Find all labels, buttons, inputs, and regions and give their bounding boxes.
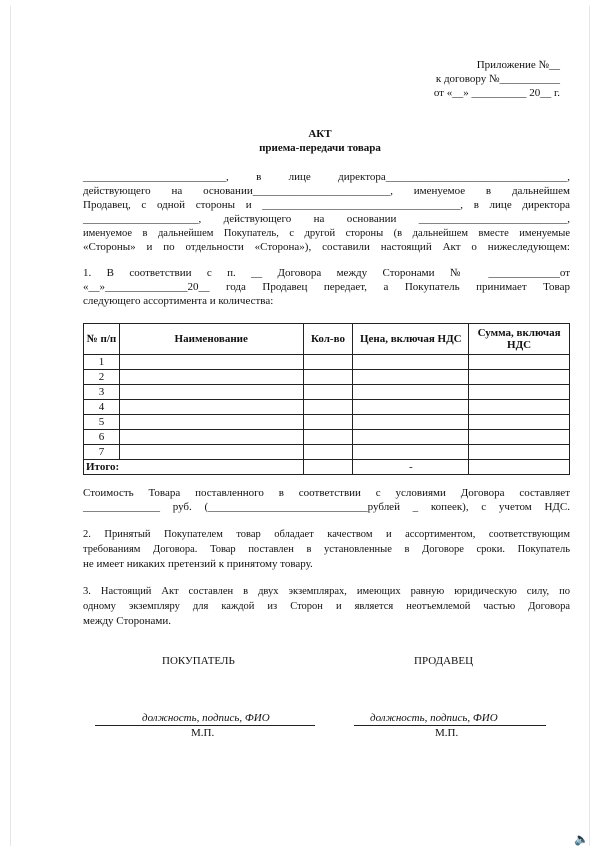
header-sum: Сумма, включая НДС bbox=[469, 324, 570, 355]
intro-line: «Стороны» и по отдельности «Сторона»), составили настоящий Акт о нижеследующем: bbox=[83, 241, 570, 253]
row-number: 7 bbox=[84, 445, 120, 460]
cell-price[interactable] bbox=[353, 370, 469, 385]
table-row bbox=[84, 370, 570, 385]
annex-contract: к договору №___________ bbox=[435, 73, 560, 85]
clause-line: не имеет никаких претензий к принятому товару. bbox=[83, 558, 313, 570]
cell-sum[interactable] bbox=[469, 385, 570, 400]
buyer-stamp-place: М.П. bbox=[191, 727, 215, 739]
clause-line: 3. Настоящий Акт составлен в двух экземплярах, имеющих равную юридическую силу, по bbox=[83, 586, 570, 597]
row-number: 5 bbox=[84, 415, 120, 430]
table-total-row bbox=[84, 460, 570, 475]
annex-number: Приложение №__ bbox=[476, 59, 560, 71]
speaker-icon[interactable]: 🔈 bbox=[574, 832, 589, 846]
total-label: Итого: bbox=[84, 460, 304, 475]
cost-line: ______________ руб. (_____________________________рублей _ копеек), с учетом НДС. bbox=[83, 501, 570, 513]
header-quantity: Кол-во bbox=[303, 324, 353, 355]
cell-price[interactable] bbox=[353, 385, 469, 400]
seller-signature-caption: должность, подпись, ФИО bbox=[370, 712, 498, 724]
header-number: № п/п bbox=[84, 324, 120, 355]
cell-sum[interactable] bbox=[469, 400, 570, 415]
cell-sum[interactable] bbox=[469, 445, 570, 460]
buyer-signature-caption: должность, подпись, ФИО bbox=[142, 712, 270, 724]
row-number: 4 bbox=[84, 400, 120, 415]
clause-line: 2. Принятый Покупателем товар обладает качеством и ассортиментом, соответствующим bbox=[83, 529, 570, 540]
cell-price[interactable] bbox=[353, 400, 469, 415]
seller-label: ПРОДАВЕЦ bbox=[414, 655, 474, 667]
clause-line: требованиям Договора. Товар поставлен в установленные в Договоре сроки. Покупатель bbox=[83, 544, 570, 555]
cell-price[interactable] bbox=[353, 445, 469, 460]
document-subtitle: приема-передачи товара bbox=[259, 142, 381, 154]
cell-name[interactable] bbox=[119, 355, 303, 370]
cell-quantity[interactable] bbox=[303, 445, 353, 460]
header-price: Цена, включая НДС bbox=[353, 324, 469, 355]
intro-line: действующего на основании_________________________, именуемое в дальнейшем bbox=[83, 185, 570, 197]
clause-line: 1. В соответствии с п. __ Договора между Сторонами № _____________от bbox=[83, 267, 570, 279]
cell-name[interactable] bbox=[119, 370, 303, 385]
cell-quantity[interactable] bbox=[303, 355, 353, 370]
cell-price[interactable] bbox=[353, 415, 469, 430]
cell-sum[interactable] bbox=[469, 370, 570, 385]
intro-line: именуемое в дальнейшем Покупатель, с другой стороны (в дальнейшем вместе именуемые bbox=[83, 228, 570, 239]
row-number: 3 bbox=[84, 385, 120, 400]
cell-quantity[interactable] bbox=[303, 370, 353, 385]
table-header-row bbox=[84, 324, 570, 355]
table-row bbox=[84, 385, 570, 400]
cell-quantity[interactable] bbox=[303, 430, 353, 445]
row-number: 1 bbox=[84, 355, 120, 370]
clause-line: следующего ассортимента и количества: bbox=[83, 295, 274, 307]
cell-quantity[interactable] bbox=[303, 385, 353, 400]
total-sum[interactable] bbox=[469, 460, 570, 475]
annex-date: от «__» __________ 20__ г. bbox=[433, 87, 560, 99]
cell-sum[interactable] bbox=[469, 430, 570, 445]
table-row bbox=[84, 415, 570, 430]
intro-line: Продавец, с одной стороны и ____________________________________, в лице директора bbox=[83, 199, 570, 211]
cell-name[interactable] bbox=[119, 445, 303, 460]
row-number: 2 bbox=[84, 370, 120, 385]
total-price: - bbox=[353, 460, 469, 475]
table-row bbox=[84, 400, 570, 415]
total-quantity[interactable] bbox=[303, 460, 353, 475]
seller-stamp-place: М.П. bbox=[435, 727, 459, 739]
document-title: АКТ bbox=[308, 128, 332, 140]
annex-block bbox=[408, 58, 560, 100]
goods-table bbox=[83, 323, 570, 475]
cell-sum[interactable] bbox=[469, 355, 570, 370]
clause-line: одному экземпляру для каждой из Сторон и является неотъемлемой частью Договора bbox=[83, 601, 570, 612]
cost-line: Стоимость Товара поставленного в соответствии с условиями Договора составляет bbox=[83, 487, 570, 499]
row-number: 6 bbox=[84, 430, 120, 445]
header-name: Наименование bbox=[119, 324, 303, 355]
table-row bbox=[84, 445, 570, 460]
cell-quantity[interactable] bbox=[303, 415, 353, 430]
table-row bbox=[84, 355, 570, 370]
cell-name[interactable] bbox=[119, 385, 303, 400]
cell-name[interactable] bbox=[119, 415, 303, 430]
cell-sum[interactable] bbox=[469, 415, 570, 430]
intro-line: __________________________, в лице директора_________________________________, bbox=[83, 171, 570, 183]
cell-quantity[interactable] bbox=[303, 400, 353, 415]
intro-line: _____________________, действующего на основании ___________________________, bbox=[83, 213, 570, 225]
cell-name[interactable] bbox=[119, 400, 303, 415]
table-row bbox=[84, 430, 570, 445]
cell-name[interactable] bbox=[119, 430, 303, 445]
cell-price[interactable] bbox=[353, 430, 469, 445]
clause-line: между Сторонами. bbox=[83, 615, 172, 627]
buyer-label: ПОКУПАТЕЛЬ bbox=[162, 655, 235, 667]
cell-price[interactable] bbox=[353, 355, 469, 370]
clause-line: «__»_______________20__ года Продавец передает, а Покупатель принимает Товар bbox=[83, 281, 570, 293]
